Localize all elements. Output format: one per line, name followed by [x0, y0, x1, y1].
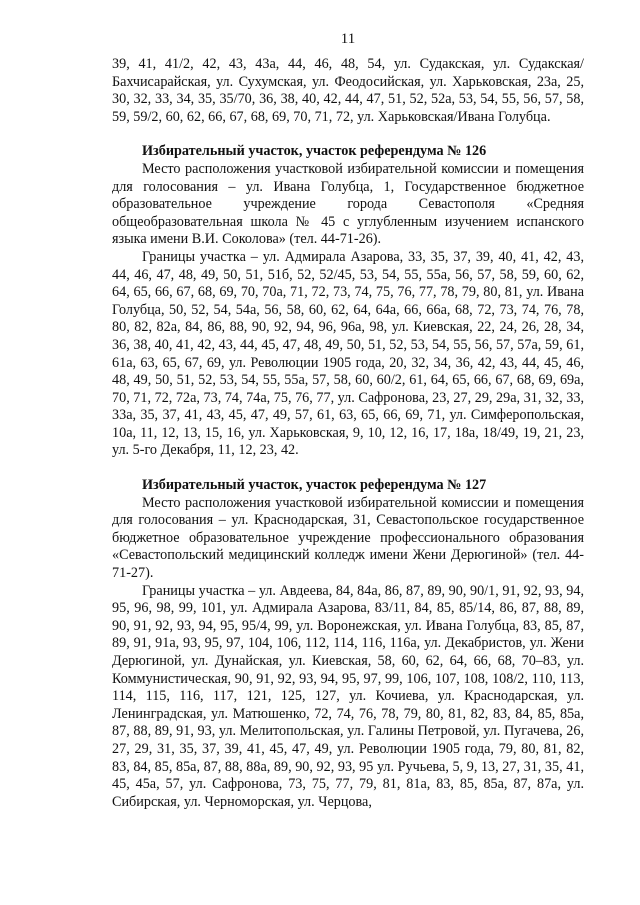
section-heading-126: Избирательный участок, участок референдума № 126: [142, 143, 487, 160]
continuation-paragraph: 39, 41, 41/2, 42, 43, 43а, 44, 46, 48, 54, ул. Судакская, ул. Судакская/Бахчисарайская, ул. Сухумская, ул. Феодосийская, ул. Харьковская, 23а, 25, 30, 32, 33, 34, 35, 35/70, 36, 38, 40, 42, 44, 47, 51, 52, 52а, 53, 54, 55, 56, 57, 58, 59, 59/2, 60, 62, 66, 67, 68, 69, 70, 71, 72, ул. Харьковская/Ивана Голубца.: [112, 56, 584, 125]
boundaries-paragraph-127: Границы участка – ул. Авдеева, 84, 84а, 86, 87, 89, 90, 90/1, 91, 92, 93, 94, 95, 96, 98, 99, 101, ул. Адмирала Азарова, 83/11, 84, 85, 85/14, 86, 87, 88, 89, 90, 91, 92, 93, 94, 95, 95/4, 99, ул. Воронежская, ул. Ивана Голубца, 83, 85, 87, 89, 91, 91а, 93, 95, 97, 104, 106, 112, 114, 116, 116а, ул. Декабристов, ул. Жени Дерюгиной, ул. Дунайская, ул. Киевская, 58, 60, 62, 64, 66, 68, 70–83, ул. Коммунистическая, 90, 91, 92, 93, 94, 95, 97, 99, 106, 107, 108, 108/2, 110, 113, 114, 115, 116, 117, 121, 125, 127, ул. Кочиева, ул. Краснодарская, ул. Ленинградская, ул. Матюшенко, 72, 74, 76, 78, 79, 80, 81, 82, 83, 84, 85, 85а, 87, 88, 89, 91, 93, ул. Мелитопольская, ул. Галины Петровой, ул. Пугачева, 26, 27, 29, 31, 35, 37, 39, 41, 45, 47, 49, ул. Революции 1905 года, 79, 80, 81, 82, 83, 84, 85, 85а, 87, 88, 88а, 89, 90, 92, 93, 95 ул. Ручьева, 5, 9, 13, 27, 31, 35, 41, 45, 45а, 57, ул. Сафронова, 73, 75, 77, 79, 81, 81а, 83, 85, 85а, 87, 87а, ул. Сибирская, ул. Черноморская, ул. Черцова,: [112, 582, 584, 810]
document-page: [112, 30, 584, 811]
page-number: 11: [340, 31, 356, 47]
section-heading-127: Избирательный участок, участок референдума № 127: [142, 477, 487, 494]
location-paragraph-126: Место расположения участковой избирательной комиссии и помещения для голосования – ул. Ивана Голубца, 1, Государственное бюджетное образовательное учреждение города Севастополя «Средняя общеобразовательная школа № 45 с углубленным изучением испанского языка имени В.И. Соколова» (тел. 44-71-26).: [112, 160, 584, 248]
boundaries-paragraph-126: Границы участка – ул. Адмирала Азарова, 33, 35, 37, 39, 40, 41, 42, 43, 44, 46, 47, 48, 49, 50, 51, 51б, 52, 52/45, 53, 54, 55, 55а, 56, 57, 58, 59, 60, 62, 64, 65, 66, 67, 68, 69, 70, 70а, 71, 72, 73, 74, 75, 76, 77, 78, 79, 80, 81, ул. Ивана Голубца, 50, 52, 54, 54а, 56, 58, 60, 62, 64, 64а, 66, 66а, 68, 72, 73, 74, 76, 78, 80, 82, 82а, 84, 86, 88, 90, 92, 94, 96, 96а, 98, ул. Киевская, 22, 24, 26, 28, 34, 36, 38, 40, 41, 42, 43, 44, 45, 47, 48, 49, 50, 51, 52, 53, 54, 55, 56, 57, 57а, 59, 61, 61а, 63, 65, 67, 69, ул. Революции 1905 года, 20, 32, 34, 36, 42, 43, 44, 45, 46, 48, 49, 50, 51, 52, 53, 54, 55, 55а, 57, 58, 60, 60/2, 61, 64, 65, 66, 67, 68, 69, 69а, 70, 71, 72, 72а, 73, 74, 74а, 75, 76, 77, ул. Сафронова, 23, 27, 29, 29а, 31, 32, 33, 33а, 35, 37, 41, 43, 45, 47, 49, 57, 61, 63, 65, 66, 69, 71, ул. Симферопольская, 10а, 11, 12, 13, 15, 16, ул. Харьковская, 9, 10, 12, 16, 17, 18а, 18/49, 19, 21, 23, ул. 5-го Декабря, 11, 12, 23, 42.: [112, 248, 584, 459]
location-paragraph-127: Место расположения участковой избирательной комиссии и помещения для голосования – ул. Краснодарская, 31, Севастопольское государственное бюджетное образовательное учреждение профессионального образования «Севастопольский медицинский колледж имени Жени Дерюгиной» (тел. 44-71-27).: [112, 494, 584, 582]
